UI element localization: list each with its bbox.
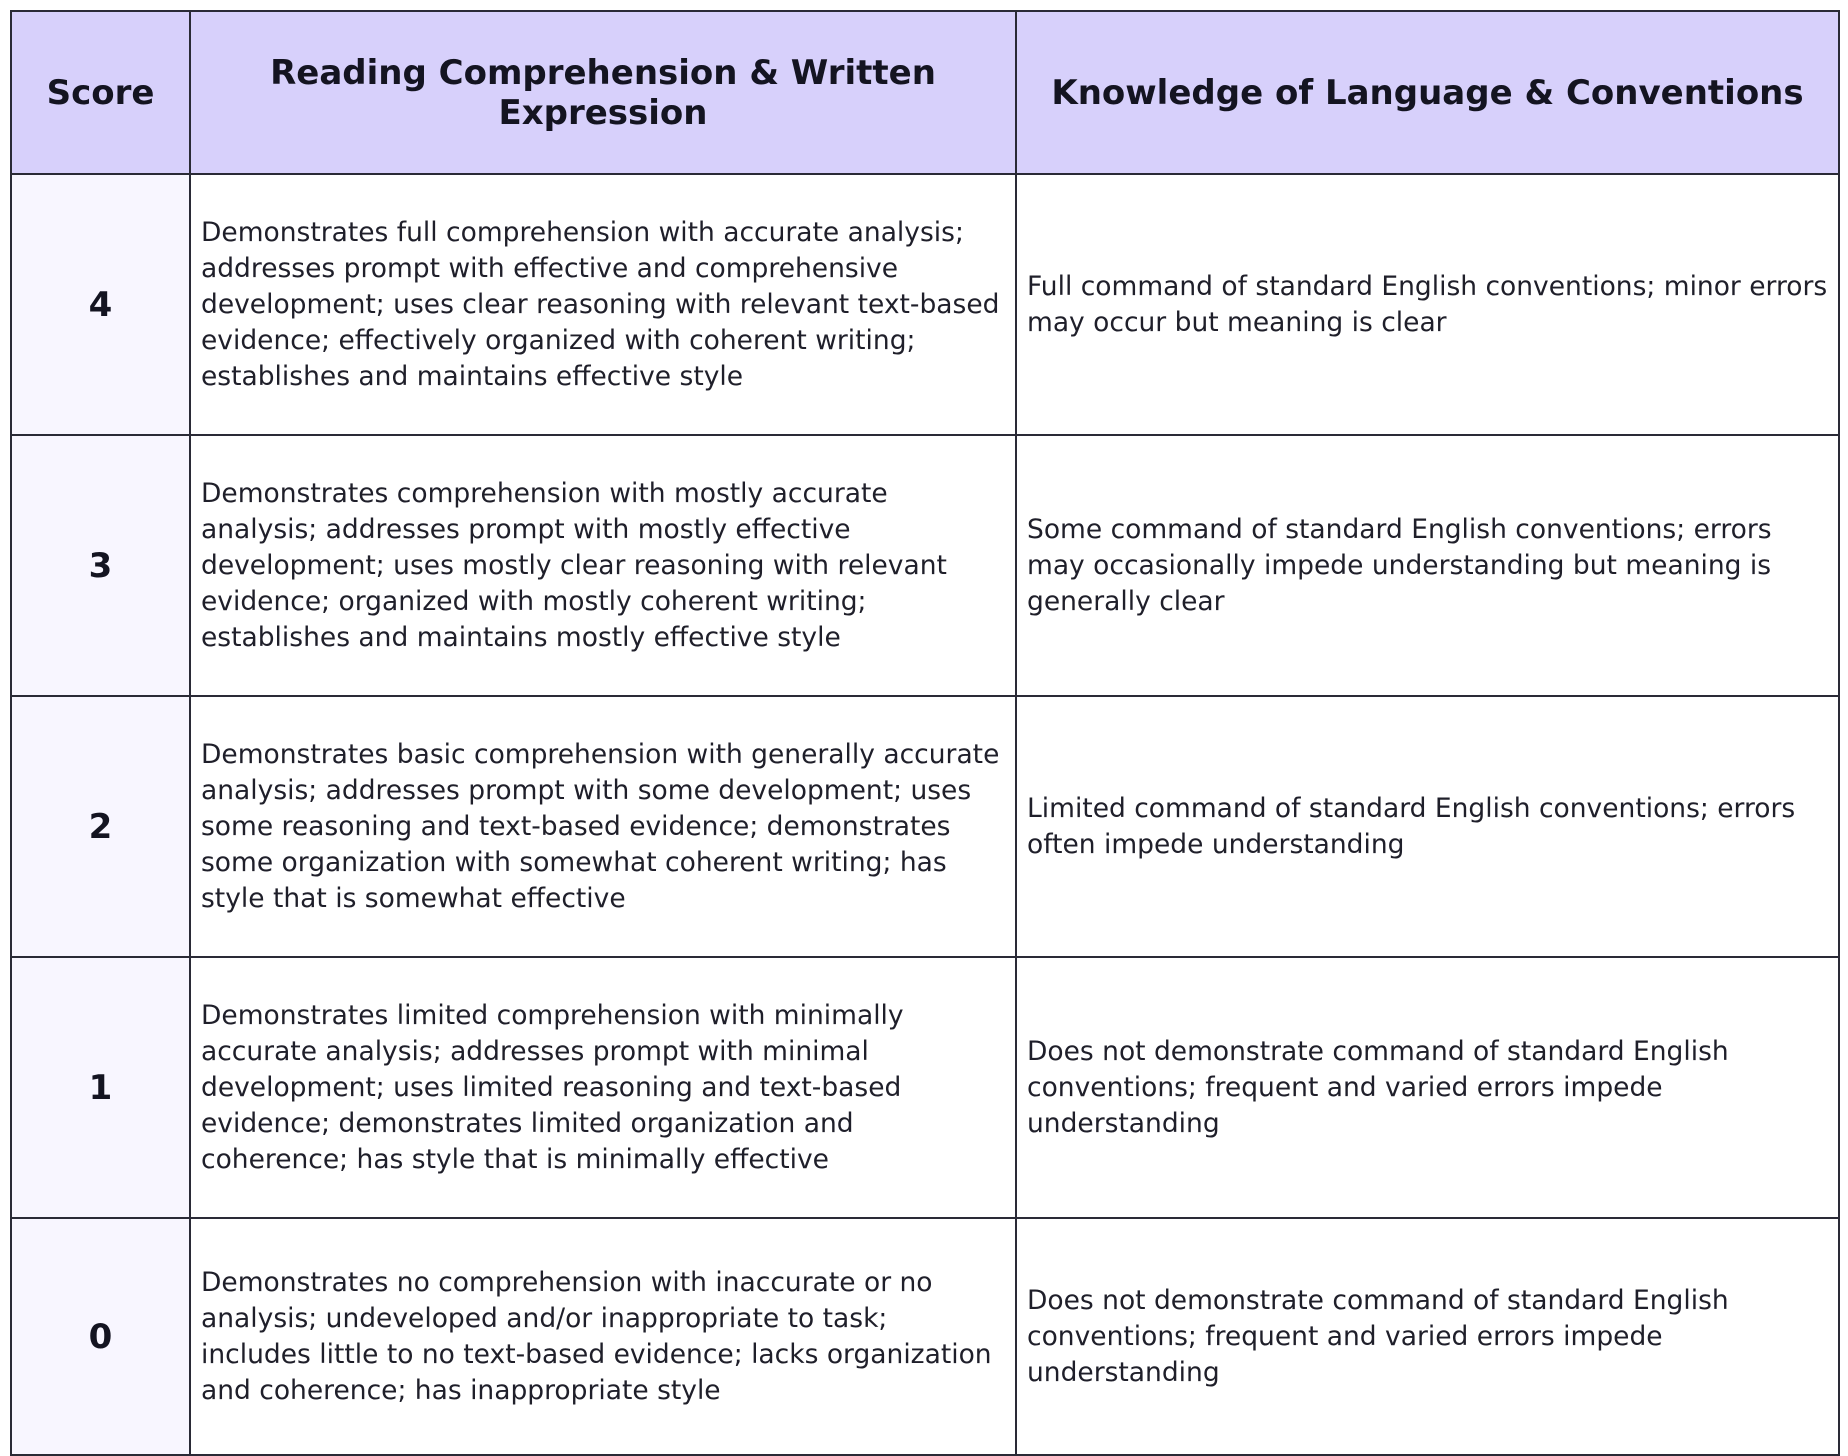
score-cell: 1: [11, 957, 190, 1218]
header-reading: Reading Comprehension & Written Expression: [190, 11, 1016, 174]
table-row: [11, 957, 1839, 1218]
rubric-table: [10, 10, 1840, 1456]
reading-cell: Demonstrates no comprehension with inaccurate or no analysis; undeveloped and/or inappropriate to task; includes little to no text-based evidence; lacks organization and coherence; has inappropriate style: [190, 1218, 1016, 1455]
header-score: Score: [11, 11, 190, 174]
table-row: [11, 435, 1839, 696]
reading-cell: Demonstrates comprehension with mostly accurate analysis; addresses prompt with mostly effective development; uses mostly clear reasoning with relevant evidence; organized with mostly coherent writing; establishes and maintains mostly effective style: [190, 435, 1016, 696]
header-row: [11, 11, 1839, 174]
score-cell: 2: [11, 696, 190, 957]
table-row: [11, 696, 1839, 957]
score-cell: 0: [11, 1218, 190, 1455]
knowledge-cell: Limited command of standard English conventions; errors often impede understanding: [1016, 696, 1839, 957]
reading-cell: Demonstrates limited comprehension with minimally accurate analysis; addresses prompt with minimal development; uses limited reasoning and text-based evidence; demonstrates limited organization and coherence; has style that is minimally effective: [190, 957, 1016, 1218]
header-knowledge: Knowledge of Language & Conventions: [1016, 11, 1839, 174]
table-row: [11, 174, 1839, 435]
reading-cell: Demonstrates full comprehension with accurate analysis; addresses prompt with effective and comprehensive development; uses clear reasoning with relevant text-based evidence; effectively organized with coherent writing; establishes and maintains effective style: [190, 174, 1016, 435]
reading-cell: Demonstrates basic comprehension with generally accurate analysis; addresses prompt with some development; uses some reasoning and text-based evidence; demonstrates some organization with somewhat coherent writing; has style that is somewhat effective: [190, 696, 1016, 957]
score-cell: 3: [11, 435, 190, 696]
knowledge-cell: Some command of standard English conventions; errors may occasionally impede understanding but meaning is generally clear: [1016, 435, 1839, 696]
knowledge-cell: Does not demonstrate command of standard English conventions; frequent and varied errors impede understanding: [1016, 1218, 1839, 1455]
knowledge-cell: Full command of standard English conventions; minor errors may occur but meaning is clear: [1016, 174, 1839, 435]
score-cell: 4: [11, 174, 190, 435]
knowledge-cell: Does not demonstrate command of standard English conventions; frequent and varied errors impede understanding: [1016, 957, 1839, 1218]
table-row: [11, 1218, 1839, 1455]
